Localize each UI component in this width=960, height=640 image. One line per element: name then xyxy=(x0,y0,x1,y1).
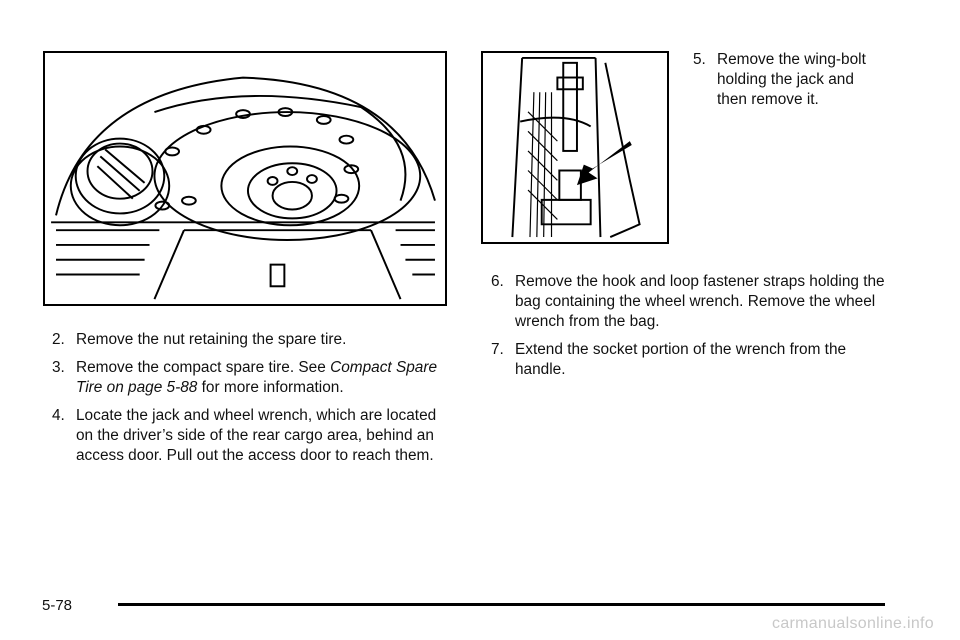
list-item xyxy=(491,272,891,332)
step-text: Remove the wing-bolt holding the jack and then remove it. xyxy=(717,51,866,108)
step-number: 6. xyxy=(491,273,504,290)
page-number: 5-78 xyxy=(42,597,73,614)
step-text: Remove the hook and loop fastener straps holding the bag containing the wheel wrench. Remove the wheel wrench from the bag. xyxy=(515,273,885,330)
step-text: Extend the socket portion of the wrench from the handle. xyxy=(515,341,847,378)
jack-illustration xyxy=(481,51,669,244)
list-item xyxy=(52,406,447,466)
list-item xyxy=(52,330,447,350)
cross-reference-link: Compact Spare Tire on page 5-88 xyxy=(76,359,438,396)
step-number: 5. xyxy=(693,51,706,68)
arrow-icon xyxy=(577,141,632,185)
step-text: Remove the nut retaining the spare tire. xyxy=(76,331,347,348)
step-text: for more information. xyxy=(197,379,344,396)
jack-drawing xyxy=(483,53,667,242)
steps-left-list xyxy=(52,330,447,474)
step-number: 2. xyxy=(52,331,65,348)
footer-divider xyxy=(118,603,885,606)
list-item xyxy=(491,340,891,380)
watermark-logo: carmanualsonline.info xyxy=(772,615,934,632)
step-text: Remove the compact spare tire. See xyxy=(76,359,331,376)
list-item xyxy=(52,358,447,398)
step-number: 4. xyxy=(52,407,65,424)
spare-tire-illustration xyxy=(43,51,447,306)
steps-right-list xyxy=(491,272,891,388)
step-text: Locate the jack and wheel wrench, which are located on the driver’s side of the rear cargo area, behind an access door. Pull out the access door to reach them. xyxy=(76,407,437,464)
list-item xyxy=(693,50,873,110)
step-number: 7. xyxy=(491,341,504,358)
step-number: 3. xyxy=(52,359,65,376)
spare-tire-drawing xyxy=(45,53,445,304)
step5-list xyxy=(693,50,873,118)
